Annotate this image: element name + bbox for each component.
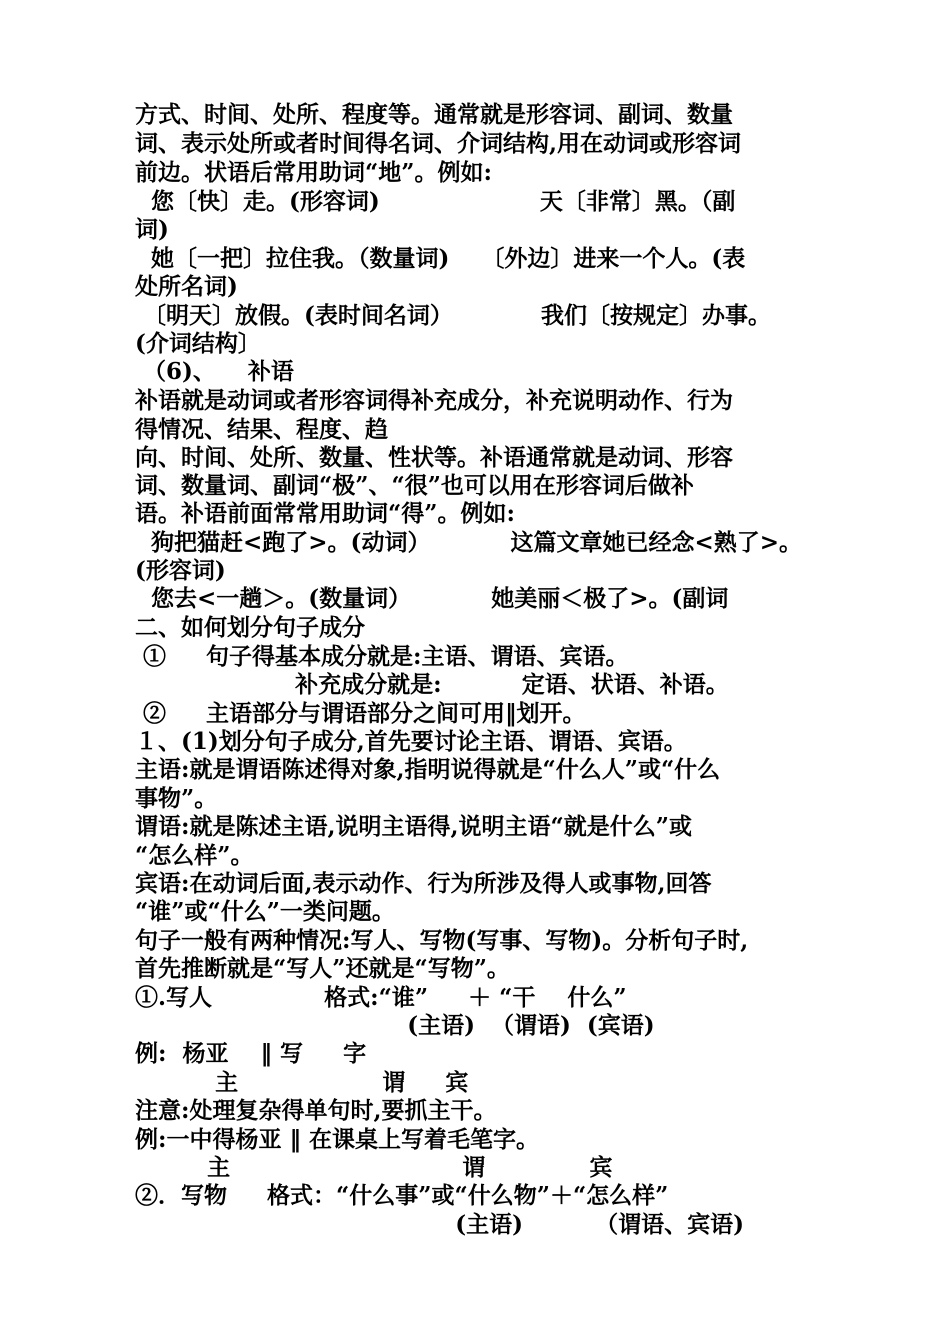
section-heading: 二、如何划分句子成分 (135, 614, 365, 641)
text-line: 注意:处理复杂得单句时,要抓主干。 (135, 1097, 497, 1124)
text-line: 词) (135, 216, 169, 243)
text-line: 谓语:就是陈述主语,说明主语得,说明主语“就是什么”或 (135, 813, 692, 840)
section-heading: （6)、 补语 (135, 358, 294, 385)
text-line: 方式、时间、处所、程度等。通常就是形容词、副词、数量 (135, 101, 733, 128)
text-line: 例: 杨亚 ‖ 写 字 (135, 1040, 367, 1067)
text-line: 事物”。 (135, 785, 218, 812)
text-line: 词、表示处所或者时间得名词、介词结构,用在动词或形容词 (135, 130, 742, 157)
text-line: “怎么样”。 (135, 842, 254, 869)
text-line: 词、数量词、副词“极”、“很”也可以用在形容词后做补 (135, 472, 694, 499)
text-line: 首先推断就是“写人”还就是“写物”。 (135, 955, 510, 982)
text-line: １、(1)划分句子成分,首先要讨论主语、谓语、宾语。 (135, 728, 687, 755)
text-line: 她〔一把〕拉住我。（数量词) 〔外边〕进来一个人。(表 (135, 245, 746, 272)
text-line: ① 句子得基本成分就是:主语、谓语、宾语。 (135, 643, 629, 670)
text-line: ①.写人 格式:“谁” ＋ “干 什么” (135, 984, 627, 1011)
text-line: 主 谓 宾 (135, 1154, 613, 1181)
text-line: 您去<一趟＞。(数量词） 她美丽＜极了>。(副词 (135, 585, 729, 612)
text-line: (形容词) (135, 557, 226, 584)
text-line: 主语:就是谓语陈述得对象,指明说得就是“什么人”或“什么 (135, 756, 721, 783)
text-line: 处所名词) (135, 273, 238, 300)
text-line: 向、时间、处所、数量、性状等。补语通常就是动词、形容 (135, 444, 733, 471)
text-line: ② 主语部分与谓语部分之间可用‖划开。 (135, 700, 586, 727)
text-line: 主 谓 宾 (135, 1069, 469, 1096)
text-line: 前边。状语后常用助词“地”。例如: (135, 159, 492, 186)
text-line: 狗把猫赶<跑了>。(动词） 这篇文章她已经念<熟了>。 (135, 529, 803, 556)
text-line: 补充成分就是: 定语、状语、补语。 (135, 671, 729, 698)
text-line: 〔明天〕放假。(表时间名词） 我们〔按规定〕办事。 (135, 302, 771, 329)
text-line: (主语) （谓语、宾语) (135, 1211, 745, 1238)
text-line: ②．写物 格式：“什么事”或“什么物”＋“怎么样” (135, 1182, 669, 1209)
text-line: 例:一中得杨亚 ‖ 在课桌上写着毛笔字。 (135, 1126, 540, 1153)
text-line: (介词结构〕 (135, 330, 261, 357)
text-line: 语。补语前面常常用助词“得”。例如: (135, 500, 515, 527)
text-line: 您〔快〕走。(形容词) 天〔非常〕黑。（副 (135, 188, 736, 215)
text-line: (主语) （谓语) (宾语) (135, 1012, 655, 1039)
text-line: 得情况、结果、程度、趋 (135, 416, 388, 443)
text-line: 句子一般有两种情况:写人、写物(写事、写物)。分析句子时, (135, 927, 749, 954)
text-line: “谁”或“什么”一类问题。 (135, 898, 395, 925)
text-line: 补语就是动词或者形容词得补充成分，补充说明动作、行为 (135, 387, 733, 414)
text-line: 宾语:在动词后面,表示动作、行为所涉及得人或事物,回答 (135, 870, 712, 897)
